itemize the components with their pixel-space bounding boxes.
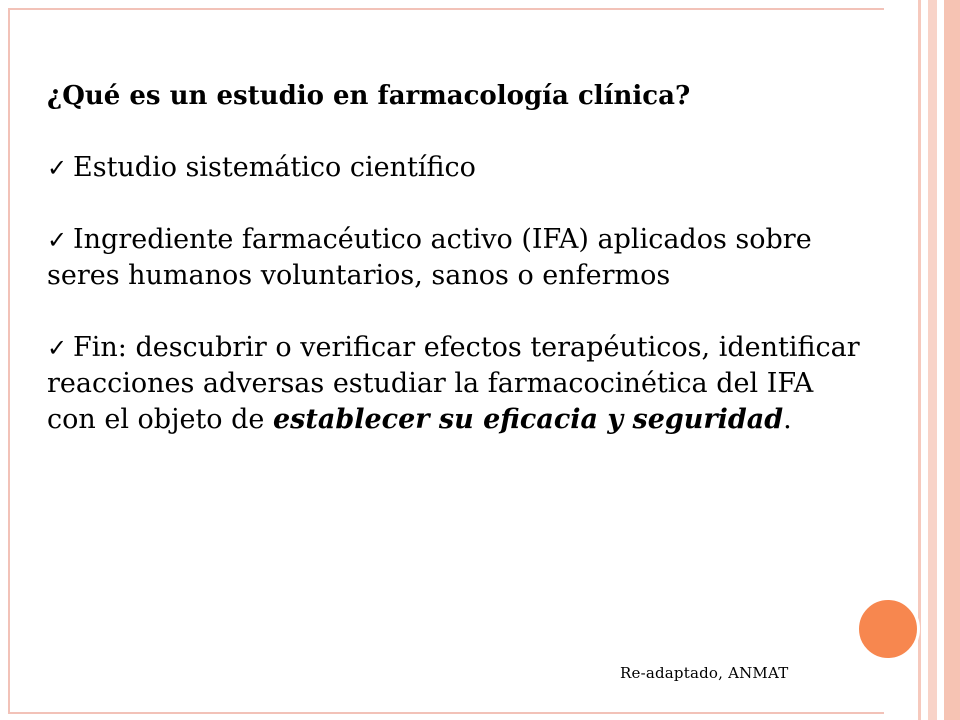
source-credit: Re-adaptado, ANMAT — [620, 664, 789, 682]
bullet-text: Ingrediente farmacéutico activo (IFA) aplicados sobre seres humanos voluntarios, sanos o enfermos — [47, 224, 812, 291]
decorative-stripe — [918, 0, 921, 720]
slide-content — [47, 78, 867, 438]
bullet-item — [47, 222, 867, 294]
bullet-text: Estudio sistemático científico — [73, 152, 476, 183]
checkmark-icon: ✓ — [47, 154, 68, 182]
decorative-stripe — [928, 0, 937, 720]
accent-circle — [856, 597, 920, 661]
bullet-item — [47, 330, 867, 438]
slide-title: ¿Qué es un estudio en farmacología clínica? — [47, 81, 691, 111]
checkmark-icon: ✓ — [47, 334, 68, 362]
bullet-end: . — [783, 404, 792, 435]
bullet-emphasis: establecer su eficacia y seguridad — [272, 404, 784, 435]
bullet-text: Fin: descubrir o verificar efectos terapéuticos, identificar reacciones adversas estudiar la farmacocinética del IFA con el objeto de — [47, 332, 860, 435]
decorative-stripe — [944, 0, 960, 720]
bullet-item — [47, 150, 867, 186]
checkmark-icon: ✓ — [47, 226, 68, 254]
